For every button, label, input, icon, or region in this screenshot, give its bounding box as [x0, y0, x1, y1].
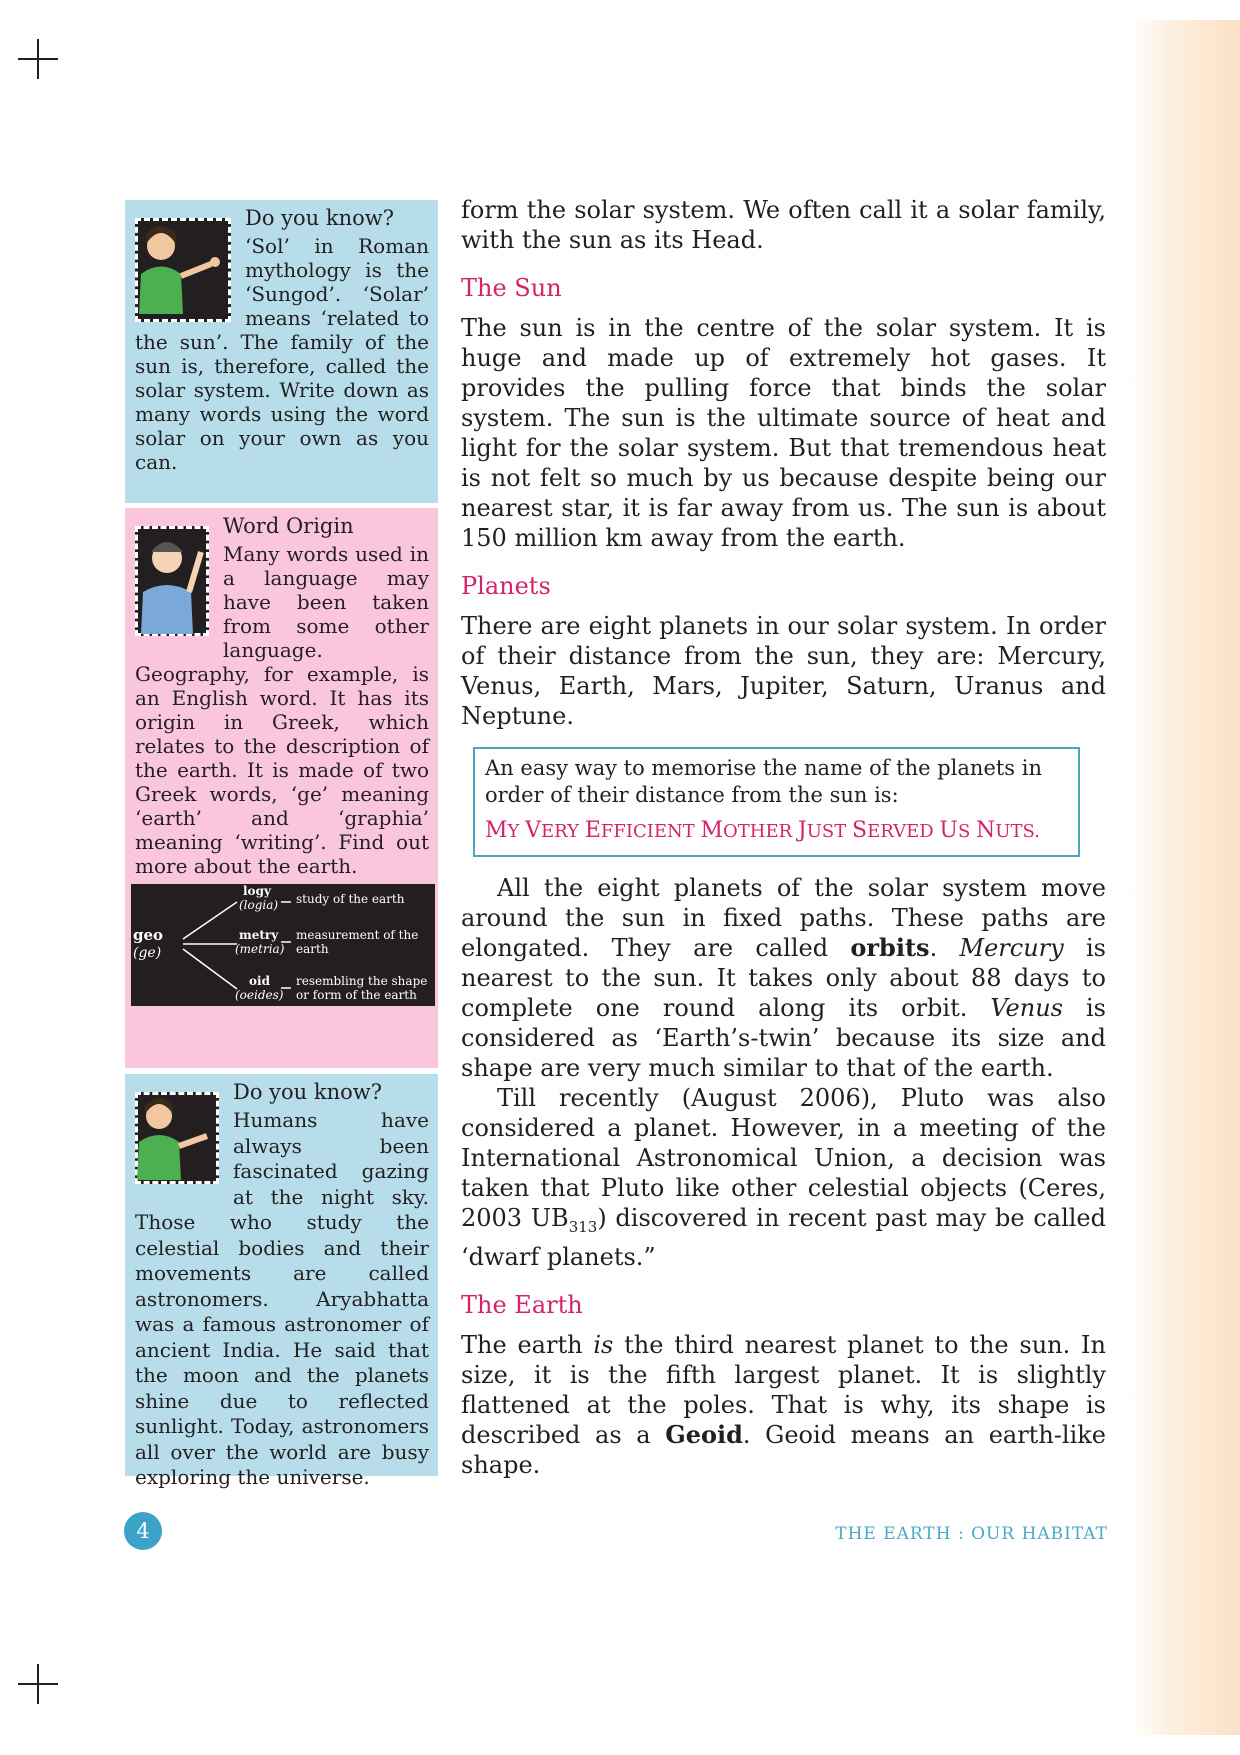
do-you-know-box-2: [125, 1074, 438, 1489]
term-geoid: Geoid: [665, 1419, 743, 1449]
mnemonic-cap: E: [584, 818, 601, 843]
mnemonic-cap: M: [485, 818, 508, 843]
diagram-meaning-3a: resembling the shape: [296, 974, 428, 988]
orbits-text-a: All the eight planets of the solar system move around the sun in fixed paths. These paths are elongated. They are called: [461, 874, 1106, 962]
mnemonic-cap: S: [851, 818, 868, 843]
heading-the-sun: The Sun: [461, 274, 562, 302]
term-is: is: [593, 1330, 614, 1359]
mnemonic-cap: N: [976, 818, 996, 843]
word-origin-box: [125, 508, 438, 1068]
intro-paragraph: form the solar system. We often call it a solar family, with the sun as its Head.: [461, 196, 1106, 254]
main-column: [461, 195, 1106, 1480]
mnemonic-text: [485, 817, 1068, 845]
orbits-text-c: is nearest to the sun. It takes only about 88 days to complete one round along its orbit.: [461, 934, 1106, 1022]
sun-paragraph: The sun is in the centre of the solar system. It is huge and made up of extremely hot gases. It provides the pulling force that binds the solar system. The sun is the ultimate source of heat and light for the solar system. But that tremendous heat is not felt so much by us because despite being our nearest star, it is far away from us. The sun is about 150 million km away from the earth.: [461, 314, 1106, 552]
term-mercury: Mercury: [959, 934, 1064, 962]
mnemonic-note-box: [473, 747, 1080, 857]
crop-mark-top-left: [18, 39, 58, 79]
boy-illustration-icon: [131, 522, 213, 640]
girl-illustration-2-icon: [131, 1088, 223, 1188]
mnemonic-rest: UST: [806, 821, 847, 842]
pluto-paragraph: [461, 1083, 1106, 1272]
pluto-text-b: ) discovered in recent past may be called ‘dwarf planets.”: [461, 1204, 1106, 1271]
earth-text-c: . Geoid means an earth-like shape.: [461, 1420, 1106, 1479]
heading-planets: Planets: [461, 572, 551, 600]
mnemonic-cap: U: [939, 818, 958, 843]
earth-text-b: the third nearest planet to the sun. In size, it is the fifth largest planet. It is slightly flattened at the poles. That is why, its shape is described as a: [461, 1330, 1106, 1449]
mnemonic-intro: An easy way to memorise the name of the planets in order of their distance from the sun is:: [485, 756, 1043, 807]
earth-text-a: The earth: [461, 1330, 594, 1359]
mnemonic-rest: ERY: [541, 821, 580, 842]
page-edge-gradient: [1130, 20, 1240, 1735]
box-1-title: Do you know?: [245, 206, 394, 230]
term-orbits: orbits: [850, 933, 930, 962]
pluto-text-a: Till recently (August 2006), Pluto was also considered a planet. However, in a meeting of the International Astronomical Union, a decision was taken that Pluto like other celestial objects (Ceres, 2003 UB: [461, 1084, 1106, 1232]
mnemonic-rest: OTHER: [723, 821, 793, 842]
diagram-root-sub: (ge): [133, 945, 162, 961]
diagram-sub-2: (metria): [235, 942, 285, 956]
box-3-title: Do you know?: [233, 1080, 382, 1104]
diagram-meaning-2a: measurement of the: [296, 928, 419, 942]
word-origin-diagram: [131, 884, 435, 1006]
mnemonic-cap: M: [700, 818, 724, 843]
diagram-meaning-2b: earth: [296, 942, 329, 956]
box-2-title: Word Origin: [223, 514, 354, 538]
mnemonic-rest: S: [957, 821, 971, 842]
mnemonic-rest: UTS.: [995, 821, 1040, 842]
box-1-text: ‘Sol’ in Roman mythology is the ‘Sungod’. ‘Solar’ means ‘related to the sun’. The family of the sun is, therefore, called the solar system. Write down as many words using the word solar on your own as you can.: [135, 234, 429, 474]
diagram-word-1: logy: [243, 884, 271, 898]
do-you-know-box-1: [125, 200, 438, 503]
mnemonic-cap: V: [525, 818, 542, 843]
earth-paragraph: [461, 1330, 1106, 1480]
box-2-text: Many words used in a language may have been taken from some other language. Geography, for example, is an English word. It has its origin in Greek, which relates to the description of the earth. It is made of two Greek words, ‘ge’ meaning ‘earth’ and ‘graphia’ meaning ‘writing’. Find out more about the earth.: [135, 542, 429, 878]
ub-subscript: 313: [568, 1217, 598, 1236]
page-number: 4: [124, 1512, 162, 1550]
diagram-word-2: metry: [239, 928, 279, 942]
girl-illustration-icon: [131, 214, 235, 326]
diagram-meaning-3b: or form of the earth: [296, 988, 417, 1002]
mnemonic-cap: J: [797, 818, 807, 843]
diagram-meaning-1: study of the earth: [296, 892, 405, 906]
mnemonic-rest: ERVED: [867, 821, 934, 842]
planets-paragraph: There are eight planets in our solar system. In order of their distance from the sun, they are: Mercury, Venus, Earth, Mars, Jupiter, Saturn, Uranus and Neptune.: [461, 612, 1106, 730]
heading-the-earth: The Earth: [461, 1290, 583, 1319]
diagram-word-3: oid: [249, 974, 270, 988]
term-venus: Venus: [990, 994, 1063, 1022]
mnemonic-rest: Y: [507, 821, 520, 842]
mnemonic-rest: FFICIENT: [600, 821, 695, 842]
orbits-text-d: is considered as ‘Earth’s-twin’ because its size and shape are very much similar to that of the earth.: [461, 994, 1106, 1082]
diagram-sub-1: (logia): [239, 898, 279, 912]
diagram-sub-3: (oeides): [235, 988, 284, 1002]
box-3-text: Humans have always been fascinated gazing at the night sky. Those who study the celestial bodies and their movements are called astronomers. Aryabhatta was a famous astronomer of ancient India. He said that the moon and the planets shine due to reflected sunlight. Today, astronomers all over the world are busy exploring the universe.: [135, 1108, 429, 1489]
crop-mark-bottom-left: [18, 1664, 58, 1704]
diagram-root: geo: [133, 926, 164, 944]
orbits-text-b: .: [929, 934, 960, 962]
orbits-paragraph: [461, 873, 1106, 1083]
running-title: THE EARTH : OUR HABITAT: [835, 1524, 1108, 1544]
